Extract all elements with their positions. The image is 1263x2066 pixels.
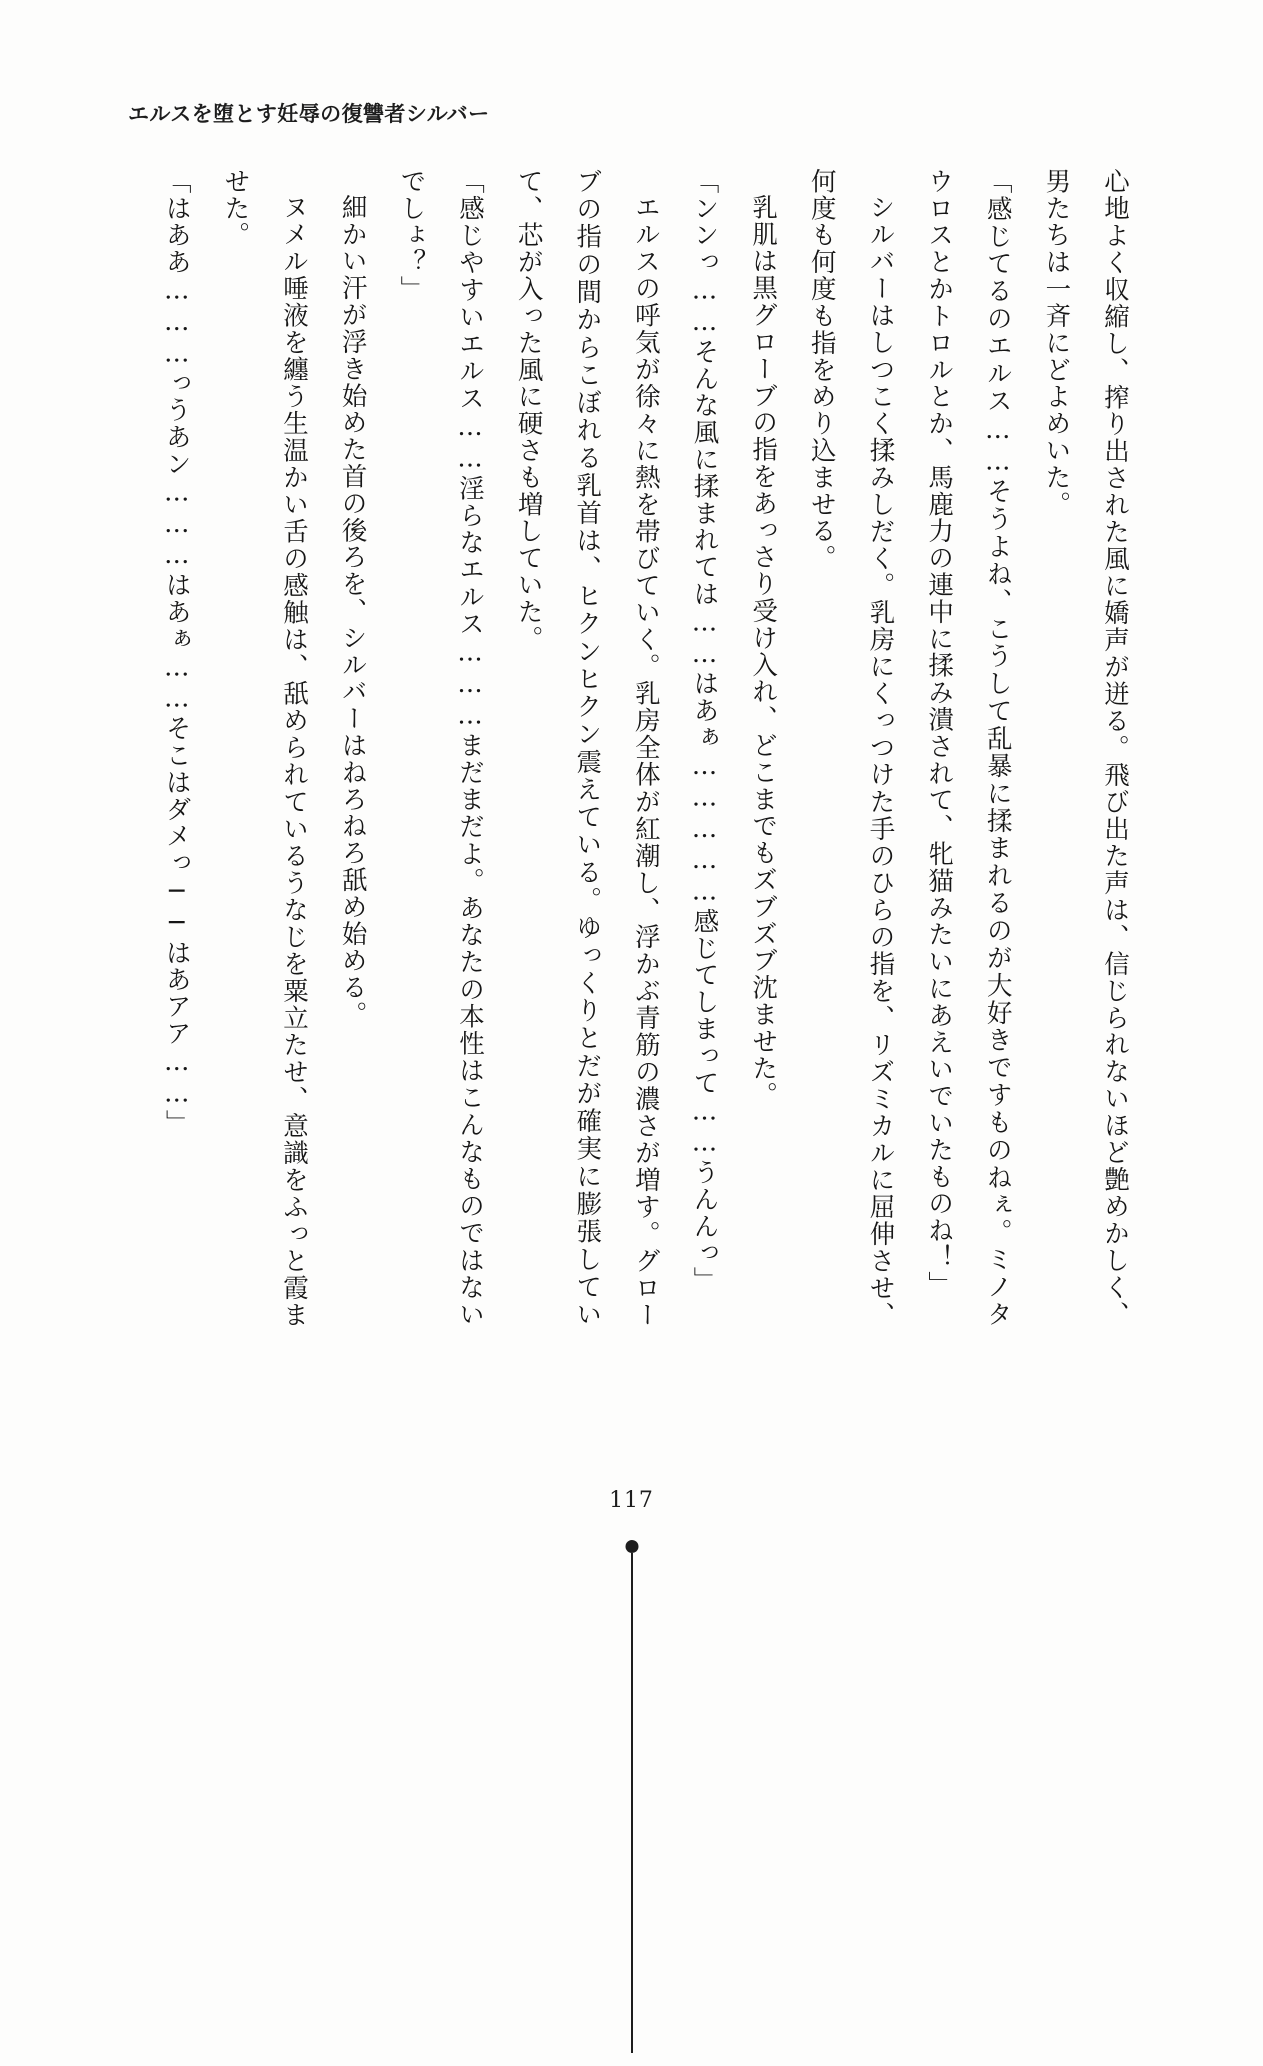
paragraph: 細かい汗が浮き始めた首の後ろを、シルバーはねろねろ舐め始める。 bbox=[337, 193, 368, 1028]
running-header: エルスを堕とす妊辱の復讐者シルバー bbox=[128, 101, 490, 126]
binding-dot-icon bbox=[625, 1540, 638, 1553]
body-text-area bbox=[104, 168, 1144, 1348]
paragraph: 「感じてるのエルス……そうよね、こうして乱暴に揉まれるのが大好きですものねぇ。ミノタウロスとかトロルとか、馬鹿力の連中に揉み潰されて、牝猫みたいにあえいでいたものね！」 bbox=[924, 168, 1013, 1328]
vertical-text-block bbox=[147, 168, 1144, 1328]
paragraph: ヌメル唾液を纏う生温かい舌の感触は、舐められているうなじを粟立たせ、意識をふっと霞ませた。 bbox=[220, 168, 310, 1328]
paragraph: 乳肌は黒グローブの指をあっさり受け入れ、どこまでもズブズブ沈ませた。 bbox=[748, 193, 779, 1109]
paragraph: 心地よく収縮し、搾り出された風に嬌声が迸る。飛び出た声は、信じられないほど艶めかしく、男たちは一斉にどよめいた。 bbox=[1041, 168, 1130, 1328]
paragraph: 「ンンっ……そんな風に揉まれては……はあぁ……………感じてしまって……うんんっ」 bbox=[689, 168, 720, 1294]
paragraph: 「感じやすいエルス……淫らなエルス………まだまだよ。あなたの本性はこんなものではないでしょ？」 bbox=[396, 168, 485, 1328]
paragraph: 「はああ………っうあン………はあぁ……そこはダメっ──はあアア……」 bbox=[161, 168, 192, 1137]
paragraph: シルバーはしつこく揉みしだく。乳房にくっつけた手のひらの指を、リズミカルに屈伸させ、何度も何度も指をめり込ませる。 bbox=[806, 168, 896, 1328]
binding-mark bbox=[612, 1540, 652, 1630]
page-number: 117 bbox=[609, 1488, 654, 1513]
binding-rule bbox=[631, 1553, 633, 2053]
paragraph: エルスの呼気が徐々に熱を帯びていく。乳房全体が紅潮し、浮かぶ青筋の濃さが増す。グローブの指の間からこぼれる乳首は、ヒクンヒクン震えている。ゆっくりとだが確実に膨張していて、芯が入った風に硬さも増していた。 bbox=[513, 168, 661, 1328]
